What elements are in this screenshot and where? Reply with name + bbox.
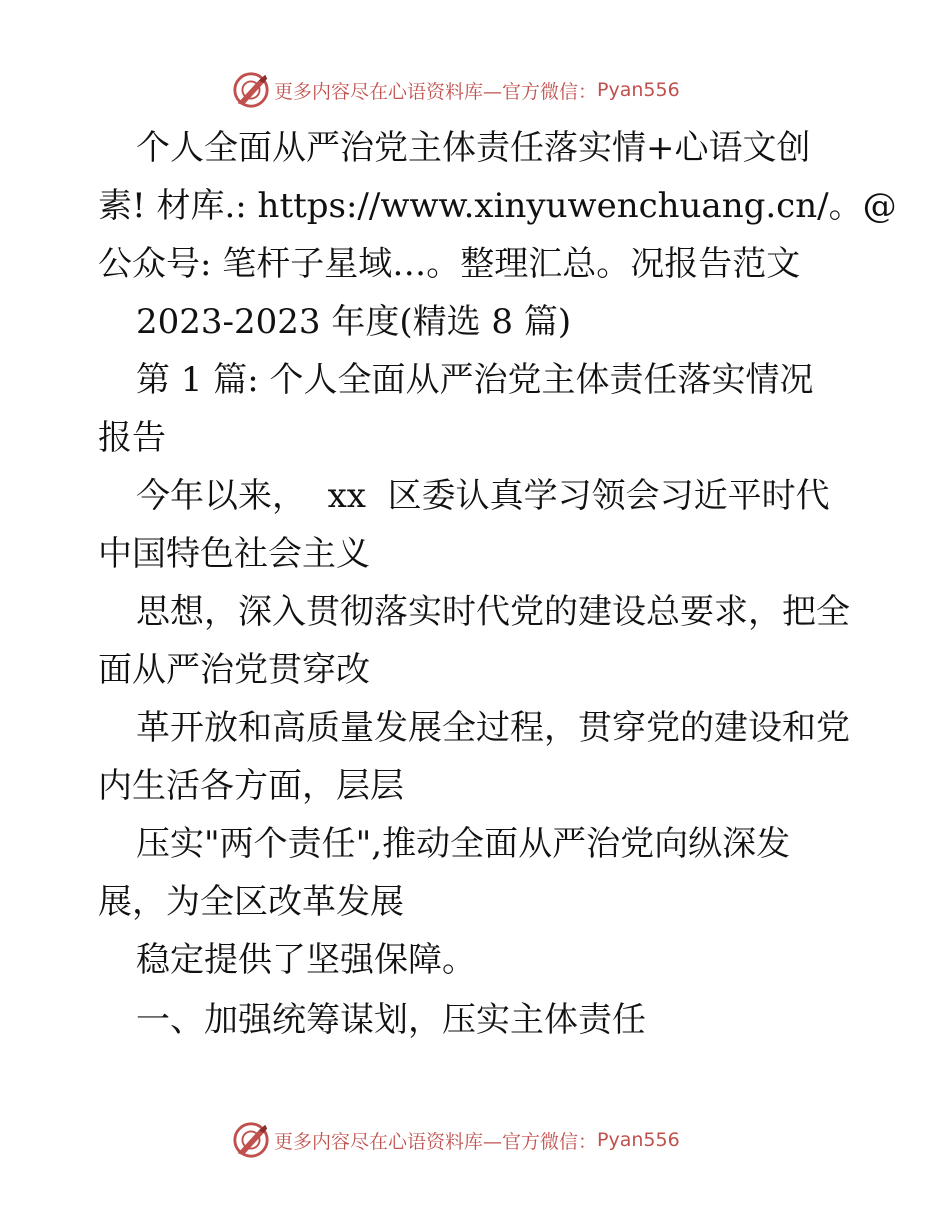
text-line: 压实"两个责任",推动全面从严治党向纵深发 bbox=[136, 824, 791, 864]
text-line: 中国特色社会主义 bbox=[98, 534, 370, 574]
text-line: 2023-2023 年度(精选 8 篇) bbox=[136, 302, 572, 342]
watermark-text: 更多内容尽在心语资料库—官方微信： bbox=[274, 1130, 598, 1153]
text-line: 稳定提供了坚强保障。 bbox=[136, 940, 476, 980]
text-line: 个人全面从严治党主体责任落实情+心语文创 bbox=[136, 128, 811, 168]
text-line: 报告 bbox=[98, 418, 166, 458]
text-line: 思想，深入贯彻落实时代党的建设总要求，把全 bbox=[136, 592, 850, 632]
watermark-text: 更多内容尽在心语资料库—官方微信： bbox=[274, 80, 598, 103]
text-line: 公众号: 笔杆子星域…。整理汇总。况报告范文 bbox=[98, 244, 801, 284]
pen-logo-icon bbox=[232, 1121, 270, 1159]
text-line: 革开放和高质量发展全过程，贯穿党的建设和党 bbox=[136, 708, 850, 748]
wechat-id: Pyan556 bbox=[597, 1129, 680, 1151]
footer-watermark bbox=[232, 1120, 680, 1160]
header-watermark bbox=[232, 70, 680, 110]
text-line: 素! 材库.: https://www.xinyuwenchuang.cn/。@ bbox=[98, 186, 897, 226]
wechat-id: Pyan556 bbox=[597, 79, 680, 101]
text-line: 面从严治党贯穿改 bbox=[98, 650, 370, 690]
text-line: 展，为全区改革发展 bbox=[98, 882, 404, 922]
text-line: 今年以来， xx 区委认真学习领会习近平时代 bbox=[136, 476, 830, 516]
pen-logo-icon bbox=[232, 71, 270, 109]
text-line: 第 1 篇: 个人全面从严治党主体责任落实情况 bbox=[136, 360, 814, 400]
section-heading: 一、加强统筹谋划，压实主体责任 bbox=[136, 1000, 646, 1040]
text-line: 内生活各方面，层层 bbox=[98, 766, 404, 806]
